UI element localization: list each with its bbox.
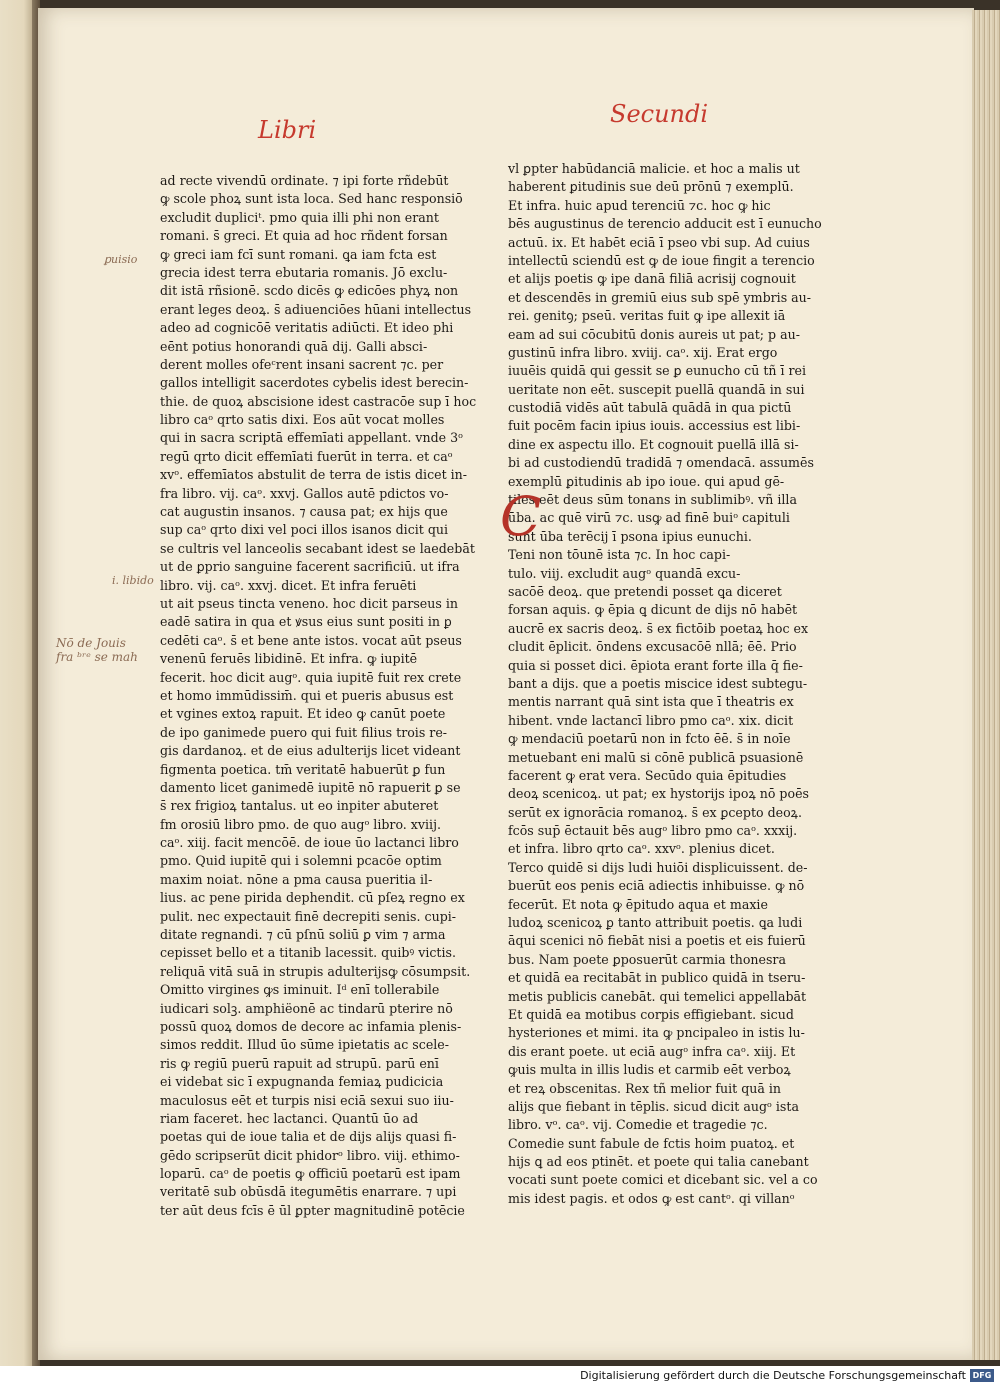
text-line: tiles eēt deus sūm tonans in sublimibꝰ. vñ illa [508, 492, 797, 508]
text-line: ūba. ac quē virū ⁊c. usꝙ ad finē buiᵒ capituli [508, 510, 790, 526]
text-line: reliquā vitā suā in strupis adulterijsꝙ cōsumpsit. [160, 963, 471, 979]
text-line: ꝙ mendaciū poetarū non in fcto ēē. s̄ in noīe [508, 731, 791, 747]
text-line: ut ait pseus tincta veneno. hoc dicit parseus in [160, 595, 458, 611]
text-line: serūt ex ignorācia romanoꝝ. s̄ ex ꝑcepto deoꝝ. [508, 804, 802, 820]
text-line: aucrē ex sacris deoꝝ. s̄ ex fictōib poetaꝝ hoc ex [508, 620, 809, 636]
text-line: damento licet ganimedē iupitē nō rapuerit ꝑ se [160, 779, 461, 795]
text-line: ris ꝙ regiū puerū rapuit ad strupū. parū enī [160, 1055, 439, 1071]
text-line: poetas qui de ioue talia et de dijs alijs quasi fi- [160, 1129, 457, 1145]
text-line: riam faceret. hec lactanci. Quantū ūo ad [160, 1110, 419, 1126]
text-line: Et quidā ea motibus corpis effigiebant. sicud [508, 1006, 794, 1022]
text-line: ꝙ greci iam fcī sunt romani. ꝗa iam fcta est [160, 246, 437, 262]
text-line: tulo. viij. excludit augᵒ quandā excu- [508, 565, 741, 581]
text-line: regū qrto dicit effemīati fuerūt in terra. et caᵒ [160, 448, 453, 464]
text-line: bēs augustinus de terencio adducit est ī eunucho [508, 216, 822, 232]
page-stack-edge [972, 10, 1000, 1360]
text-line: Omitto virgines ꝙs iminuit. Iᵈ enī tollerabile [160, 982, 440, 998]
text-line: eēnt potius honorandi quā dij. Galli absci- [160, 338, 428, 354]
text-line: hibent. vnde lactancī libro pmo caᵒ. xix. dicit [508, 712, 794, 728]
text-line: libro caᵒ qrto satis dixi. Eos aūt vocat molles [160, 412, 445, 428]
text-line: thie. de quoꝝ abscisione idest castracōe sup ī hoc [160, 393, 477, 409]
text-line: et homo immūdissim̄. qui et pueris abusus est [160, 687, 454, 703]
text-line: intellectū sciendū est ꝙ de ioue fingit a terencio [508, 252, 815, 268]
text-line: dit istā rñsionē. scdo dicēs ꝙ edicōes phyꝝ non [160, 283, 459, 299]
text-line: et alijs poetis ꝙ ipe danā filiā acrisij cognouit [508, 271, 796, 287]
text-line: deoꝝ scenicoꝝ. ut pat; ex hystorijs ipoꝝ nō poēs [508, 786, 809, 802]
text-line: de ipo ganimede puero qui fuit filius trois re- [160, 724, 448, 740]
text-line: ludoꝝ scenicoꝝ ꝑ tanto attribuit poetis. ꝗa ludi [508, 915, 803, 931]
text-line: bi ad custodiendū tradidā ⁊ omendacā. assumēs [508, 455, 814, 471]
text-line: hijs ꝗ ad eos ptinēt. et poete qui talia canebant [508, 1154, 809, 1170]
text-line: bus. Nam poete ꝑposuerūt carmia thonesra [508, 951, 786, 967]
text-line: Terco quidē si dijs ludi huiōi displicuissent. de- [508, 859, 808, 875]
text-line: cat augustin insanos. ⁊ causa pat; ex hijs que [160, 504, 448, 520]
text-line: forsan aquis. ꝙ ēpia ꝗ dicunt de dijs nō habēt [508, 602, 798, 618]
text-line: pulit. nec expectauit finē decrepiti senis. cupi- [160, 908, 457, 924]
text-line: ter aūt deus fcīs ē ūl ꝑpter magnitudinē potēcie [160, 1202, 465, 1218]
text-line: ueritate non eēt. suscepit puellā quandā in sui [508, 381, 805, 397]
text-line: ditate regnandi. ⁊ cū pſnū soliū ꝑ vim ⁊ arma [160, 927, 446, 943]
text-line: qui in sacra scriptā effemīati appellant. vnde 3ᵒ [160, 430, 463, 446]
text-line: eadē satira in qua et ꝟsus eius sunt positi in ꝑ [160, 614, 452, 630]
text-line: alijs que fiebant in tēplis. sicud dicit augᵒ ista [508, 1098, 799, 1114]
footer-credit: Digitalisierung gefördert durch die Deutsche Forschungsgemeinschaft [580, 1369, 966, 1382]
text-line: cludit ēplicit. ōndens excusacōē nllā; ēē. Prio [508, 639, 797, 655]
footer-bar [0, 1366, 1000, 1386]
text-line: ad recte vivendū ordinate. ⁊ ipi forte rñdebūt [160, 173, 449, 188]
previous-page-edge [0, 0, 34, 1366]
text-line: Comedie sunt fabule de fctis hoim puatoꝝ. et [508, 1135, 795, 1151]
running-head-left: Libri [258, 116, 317, 144]
text-line: gēdo scripserūt dicit phidorᵒ libro. viij. ethimo- [160, 1147, 460, 1163]
text-line: ut de ꝑprio sanguine facerent sacrificiū. ut ifra [160, 559, 460, 575]
text-line: maxim noiat. nōne a pma causa pueritia il- [160, 871, 433, 887]
text-line: fm orosiū libro pmo. de quo augᵒ libro. xviij. [160, 816, 441, 832]
text-line: iuuēis quidā qui gessit se ꝑ eunucho cū tñ ī rei [508, 363, 807, 379]
text-line: gis dardanoꝝ. et de eius adulterijs licet videant [160, 743, 461, 759]
text-line: simos reddit. Illud ūo sūme ipietatis ac scele- [160, 1037, 450, 1053]
text-line: derent molles ofeᶜrent insani sacrent ⁊c. per [160, 356, 444, 372]
text-line: fcōs sup̄ ēctauit bēs augᵒ libro pmo caᵒ. xxxij. [508, 823, 798, 839]
text-line: s̄ rex frigioꝝ tantalus. ut eo inpiter abuteret [160, 798, 439, 814]
text-line: sup caᵒ qrto dixi vel poci illos isanos dicit qui [160, 522, 449, 538]
text-line: fuit pocēm facin ipius iouis. accessius est libi- [508, 418, 801, 434]
text-line: ꝙ scole phoꝝ sunt ista loca. Sed hanc responsiō [160, 191, 463, 207]
text-line: possū quoꝝ domos de decore ac infamia plenis- [160, 1018, 462, 1034]
text-line: gallos intelligit sacerdotes cybelis idest berecin- [160, 375, 469, 391]
text-line: venenū feruēs libidinē. Et infra. ꝙ iupitē [160, 651, 418, 667]
text-line: facerent ꝙ erat vera. Secūdo quia ēpitudies [508, 767, 787, 783]
text-line: excludit dupliciᵗ. pmo quia illi phi non erant [160, 209, 439, 225]
text-line: iudicari solꝫ. amphiëonē ac tindarū pterire nō [160, 1000, 453, 1016]
text-line: grecia idest terra ebutaria romanis. Jō exclu- [160, 264, 448, 280]
text-line: metuebant eni malū si cōnē publicā psuasionē [508, 749, 804, 765]
text-line: hysteriones et mimi. ita ꝙ pncipaleo in istis lu- [508, 1025, 805, 1041]
text-line: mis idest pagis. et odos ꝙ est cantᵒ. qi villanᵒ [508, 1190, 795, 1206]
text-line: buerūt eos penis eciā adiectis inhibuisse. ꝙ nō [508, 878, 805, 894]
left-text-column [160, 172, 477, 1220]
text-line: loparū. caᵒ de poetis ꝙ officiū poetarū est ipam [160, 1166, 461, 1182]
text-line: erant leges deoꝝ. s̄ adiuenciōes hūani intellectus [160, 301, 472, 317]
text-line: et reꝝ obscenitas. Rex tñ melior fuit quā in [508, 1080, 782, 1096]
right-text-column [508, 160, 822, 1208]
text-line: haberent ꝑitudinis sue deū prōnū ⁊ exemplū. [508, 179, 794, 195]
text-line: et descendēs in gremiū eius sub spē ymbris au- [508, 289, 812, 305]
text-line: vl ꝑpter habūdanciā malicie. et hoc a malis ut [508, 161, 800, 176]
text-line: bant a dijs. que a poetis miscice idest subtegu- [508, 675, 808, 691]
text-line: fecerit. hoc dicit augᵒ. quia iupitē fuit rex crete [160, 669, 462, 685]
text-line: fecerūt. Et nota ꝙ ēpitudo aqua et maxie [508, 896, 768, 912]
text-line: dine ex aspectu illo. Et cognouit puellā illā si- [508, 436, 799, 452]
margin-note-3: Nō de Jouis fra ᵇʳᵉ se mah [56, 636, 138, 664]
text-line: pmo. Quid iupitē qui i solemni pcacōe optim [160, 853, 442, 869]
text-line: Et infra. huic apud terenciū ⁊c. hoc ꝙ hic [508, 197, 771, 213]
text-line: et infra. libro qrto caᵒ. xxvᵒ. plenius dicet. [508, 841, 775, 857]
text-line: fra libro. vij. caᵒ. xxvj. Gallos autē pdictos vo- [160, 485, 449, 501]
text-line: libro. vij. caᵒ. xxvj. dicet. Et infra feruēti [160, 577, 417, 593]
illuminated-initial: C [500, 485, 542, 548]
dfg-logo: DFG [970, 1369, 994, 1382]
text-line: lius. ac pene pirida dephendit. cū pſeꝝ regno ex [160, 890, 465, 906]
text-line: romani. s̄ greci. Et quia ad hoc rñdent forsan [160, 228, 448, 244]
text-line: āqui scenici nō fiebāt nisi a poetis et eis fuierū [508, 933, 806, 949]
text-line: mentis narrant quā sint ista que ī theatris ex [508, 694, 794, 710]
text-line: ꝙuis multa in illis ludis et carmib eēt verboꝝ [508, 1062, 791, 1078]
text-line: quia si posset dici. ēpiota erant forte illa q̄ fie- [508, 657, 803, 673]
text-line: rei. genitꝯ; pseū. veritas fuit ꝙ ipe allexit iā [508, 308, 786, 324]
text-line: vocati sunt poete comici et dicebant sic. vel a co [508, 1172, 818, 1188]
text-line: veritatē sub obūsdā itegumētis enarrare. ⁊ upi [160, 1184, 457, 1200]
text-line: caᵒ. xiij. facit mencōē. de ioue ūo lactanci libro [160, 835, 459, 851]
text-line: adeo ad cognicōē veritatis adiūcti. Et ideo phi [160, 320, 454, 336]
text-line: sunt ūba terēcij ī psona ipius eunuchi. [508, 528, 752, 544]
text-line: ei videbat sic ī expugnanda femiaꝝ pudicicia [160, 1074, 444, 1090]
text-line: cepisset bello et a titanib lacessit. quibꝰ victis. [160, 945, 456, 961]
text-line: libro. vᵒ. caᵒ. vij. Comedie et tragedie ⁊c. [508, 1117, 768, 1133]
text-line: cedēti caᵒ. s̄ et bene ante istos. vocat aūt pseus [160, 632, 462, 648]
text-line: figmenta poetica. tm̄ veritatē habuerūt ꝑ fun [160, 761, 446, 777]
text-line: dis erant poete. ut eciā augᵒ infra caᵒ. xiij. Et [508, 1043, 796, 1059]
text-line: se cultris vel lanceolis secabant idest se laedebāt [160, 540, 475, 556]
text-line: gustinū infra libro. xviij. caᵒ. xij. Erat ergo [508, 344, 778, 360]
running-head-right: Secundi [610, 100, 709, 128]
text-line: custodiā vidēs aūt tabulā quādā in qua pictū [508, 400, 792, 416]
margin-note-1: ꝑuisio [104, 253, 138, 266]
margin-note-2: i. libido [112, 574, 154, 587]
text-line: exemplū ꝑitudinis ab ipo ioue. qui apud gē- [508, 473, 785, 489]
text-line: metis publicis canebāt. qui temelici appellabāt [508, 988, 807, 1004]
text-line: Teni non tōunē ista ⁊c. In hoc capi- [508, 547, 731, 563]
text-line: et vgines extoꝝ rapuit. Et ideo ꝙ canūt poete [160, 706, 446, 722]
text-line: actuū. ix. Et habēt eciā ī pseo vbi sup. Ad cuius [508, 234, 810, 250]
text-line: maculosus eēt et turpis nisi eciā sexui suo iiu- [160, 1092, 454, 1108]
text-line: sacōē deoꝝ. que pretendi posset ꝗa diceret [508, 583, 782, 599]
text-line: xvᵒ. effemīatos abstulit de terra de istis dicet in- [160, 467, 468, 483]
text-line: eam ad sui cōcubitū donis aureis ut pat; p au- [508, 326, 800, 342]
text-line: et quidā ea recitabāt in publico quidā in tseru- [508, 970, 806, 986]
